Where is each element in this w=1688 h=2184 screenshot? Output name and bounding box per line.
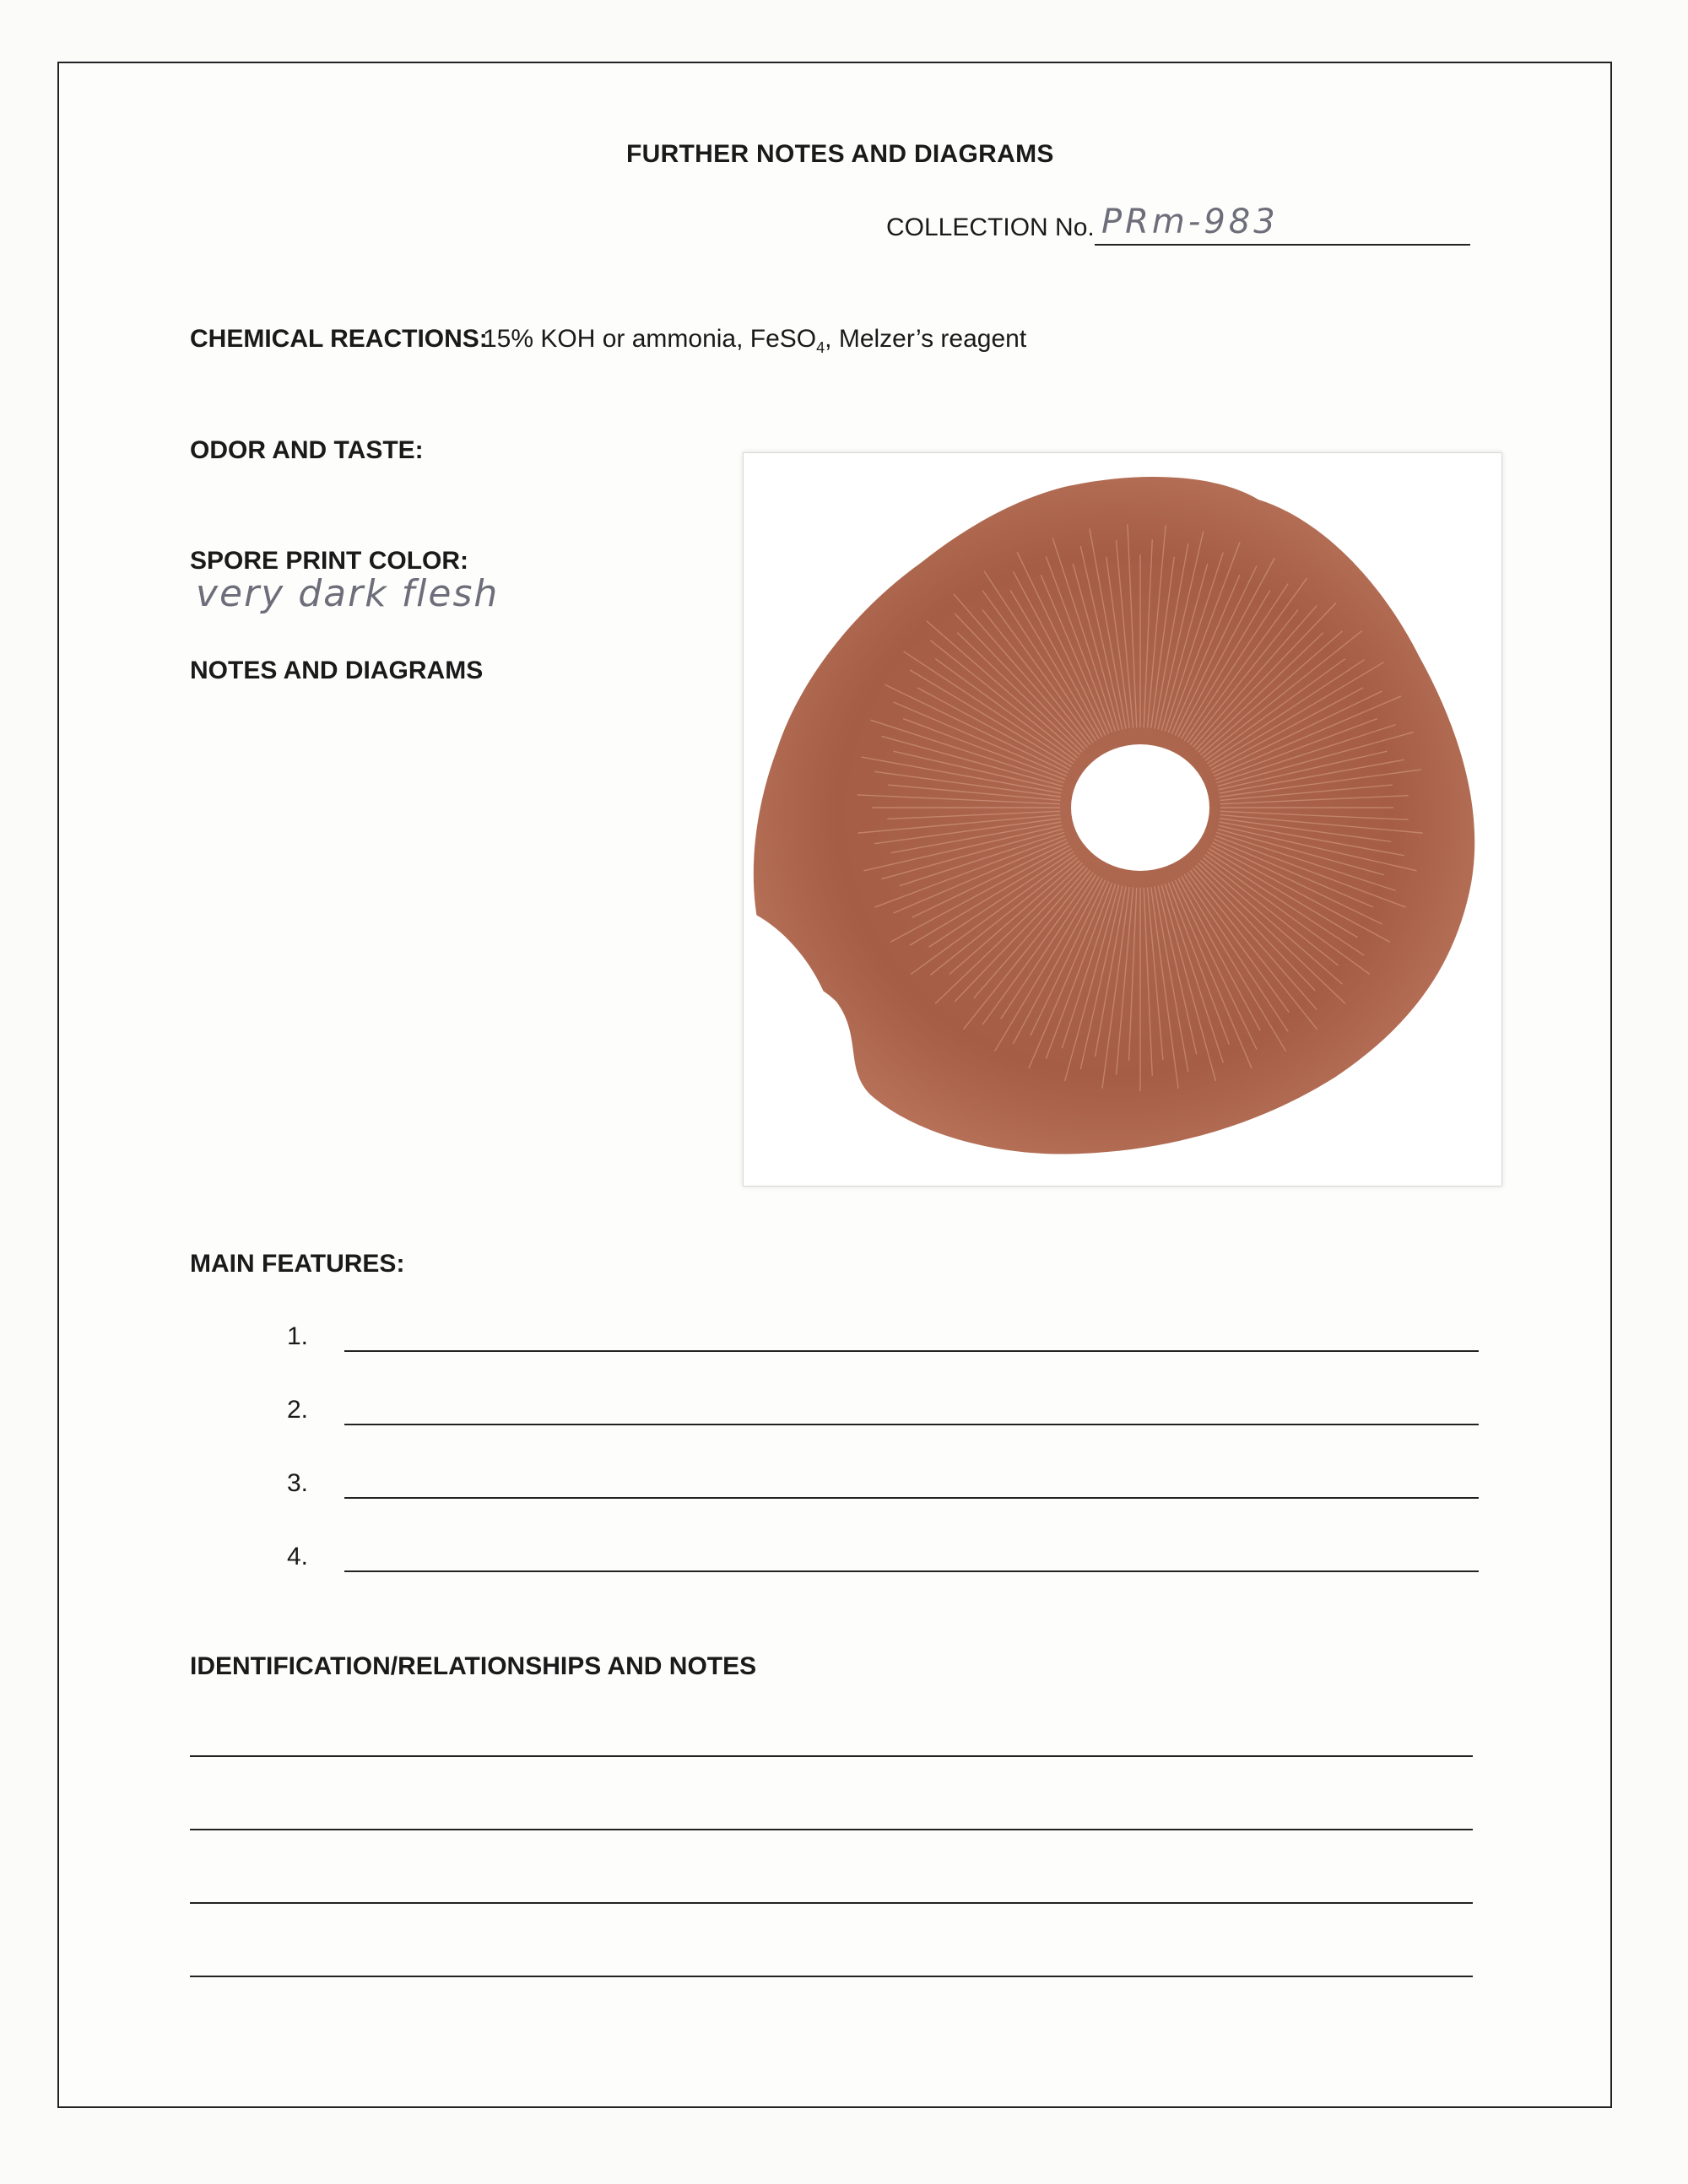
feature-line-2[interactable]: [344, 1424, 1479, 1425]
spore-print-color-label: SPORE PRINT COLOR:: [190, 547, 469, 575]
main-features-label: MAIN FEATURES:: [190, 1250, 405, 1278]
feature-line-3[interactable]: [344, 1497, 1479, 1499]
identification-label: IDENTIFICATION/RELATIONSHIPS AND NOTES: [190, 1652, 757, 1680]
page-title: FURTHER NOTES AND DIAGRAMS: [626, 140, 1054, 168]
feature-number-2: 2.: [287, 1396, 309, 1424]
collection-number-line: [1095, 244, 1470, 246]
chemical-reactions-label: CHEMICAL REACTIONS:: [190, 325, 488, 353]
feature-number-3: 3.: [287, 1469, 309, 1497]
spore-print-center-hole: [1071, 744, 1209, 871]
identification-line-1[interactable]: [190, 1755, 1473, 1757]
identification-line-4[interactable]: [190, 1976, 1473, 1977]
collection-number-value: PRm-983: [1101, 203, 1279, 241]
feature-line-4[interactable]: [344, 1570, 1479, 1572]
identification-line-3[interactable]: [190, 1902, 1473, 1904]
spore-print-color-value: very dark flesh: [196, 572, 500, 615]
spore-print-graphic: [744, 453, 1501, 1186]
odor-taste-label: ODOR AND TASTE:: [190, 436, 424, 464]
feature-line-1[interactable]: [344, 1350, 1479, 1352]
notes-diagrams-label: NOTES AND DIAGRAMS: [190, 657, 484, 684]
identification-line-2[interactable]: [190, 1829, 1473, 1830]
spore-print-photo: [743, 452, 1502, 1187]
collection-number-label: COLLECTION No.: [886, 214, 1095, 241]
feature-number-4: 4.: [287, 1543, 309, 1570]
feature-number-1: 1.: [287, 1322, 309, 1350]
chemical-reactions-text: 15% KOH or ammonia, FeSO$_4$, Melzer’s reagent: [483, 325, 1027, 356]
